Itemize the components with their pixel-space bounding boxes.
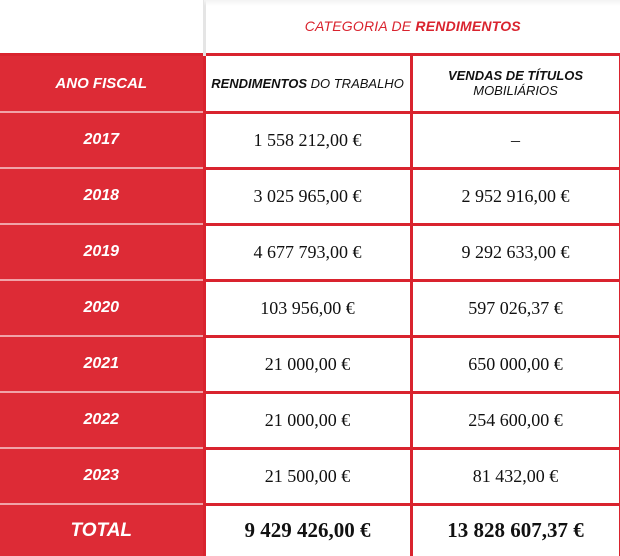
category-header (204, 0, 620, 54)
work-income-header (204, 54, 411, 112)
work-income-cell: 21 000,00 € (204, 336, 411, 392)
table-row (0, 224, 620, 280)
category-header-row (0, 0, 620, 54)
work-income-cell: 4 677 793,00 € (204, 224, 411, 280)
table-row (0, 392, 620, 448)
table-row (0, 112, 620, 168)
year-cell: 2017 (0, 112, 204, 168)
year-cell: 2023 (0, 448, 204, 504)
securities-sales-cell: 9 292 633,00 € (411, 224, 620, 280)
securities-sales-header (411, 54, 620, 112)
work-income-header-strong: RENDIMENTOS (211, 75, 308, 91)
securities-sales-cell: 254 600,00 € (411, 392, 620, 448)
category-name: RENDIMENTOS (415, 18, 521, 35)
work-income-header-rest: DO TRABALHO (307, 75, 404, 91)
securities-sales-cell: 2 952 916,00 € (411, 168, 620, 224)
year-cell: 2022 (0, 392, 204, 448)
work-income-cell: 1 558 212,00 € (204, 112, 411, 168)
work-income-total: 9 429 426,00 € (204, 504, 411, 556)
column-header-row (0, 54, 620, 112)
fiscal-year-header: ANO FISCAL (0, 54, 204, 112)
securities-sales-cell: 81 432,00 € (411, 448, 620, 504)
total-label: TOTAL (0, 504, 204, 556)
table-row (0, 336, 620, 392)
securities-sales-header-strong: VENDAS DE TÍTULOS (447, 68, 584, 83)
year-cell: 2018 (0, 168, 204, 224)
total-row (0, 504, 620, 556)
year-cell: 2019 (0, 224, 204, 280)
work-income-cell: 21 500,00 € (204, 448, 411, 504)
table-row (0, 168, 620, 224)
securities-sales-cell: – (411, 112, 620, 168)
securities-sales-total: 13 828 607,37 € (411, 504, 620, 556)
table-row (0, 448, 620, 504)
work-income-cell: 3 025 965,00 € (204, 168, 411, 224)
corner-cell (0, 0, 204, 54)
table-row (0, 280, 620, 336)
securities-sales-header-rest: MOBILIÁRIOS (473, 83, 558, 98)
securities-sales-cell: 650 000,00 € (411, 336, 620, 392)
work-income-cell: 103 956,00 € (204, 280, 411, 336)
work-income-cell: 21 000,00 € (204, 392, 411, 448)
year-cell: 2021 (0, 336, 204, 392)
securities-sales-cell: 597 026,37 € (411, 280, 620, 336)
year-cell: 2020 (0, 280, 204, 336)
category-prefix: CATEGORIA DE (304, 18, 416, 35)
